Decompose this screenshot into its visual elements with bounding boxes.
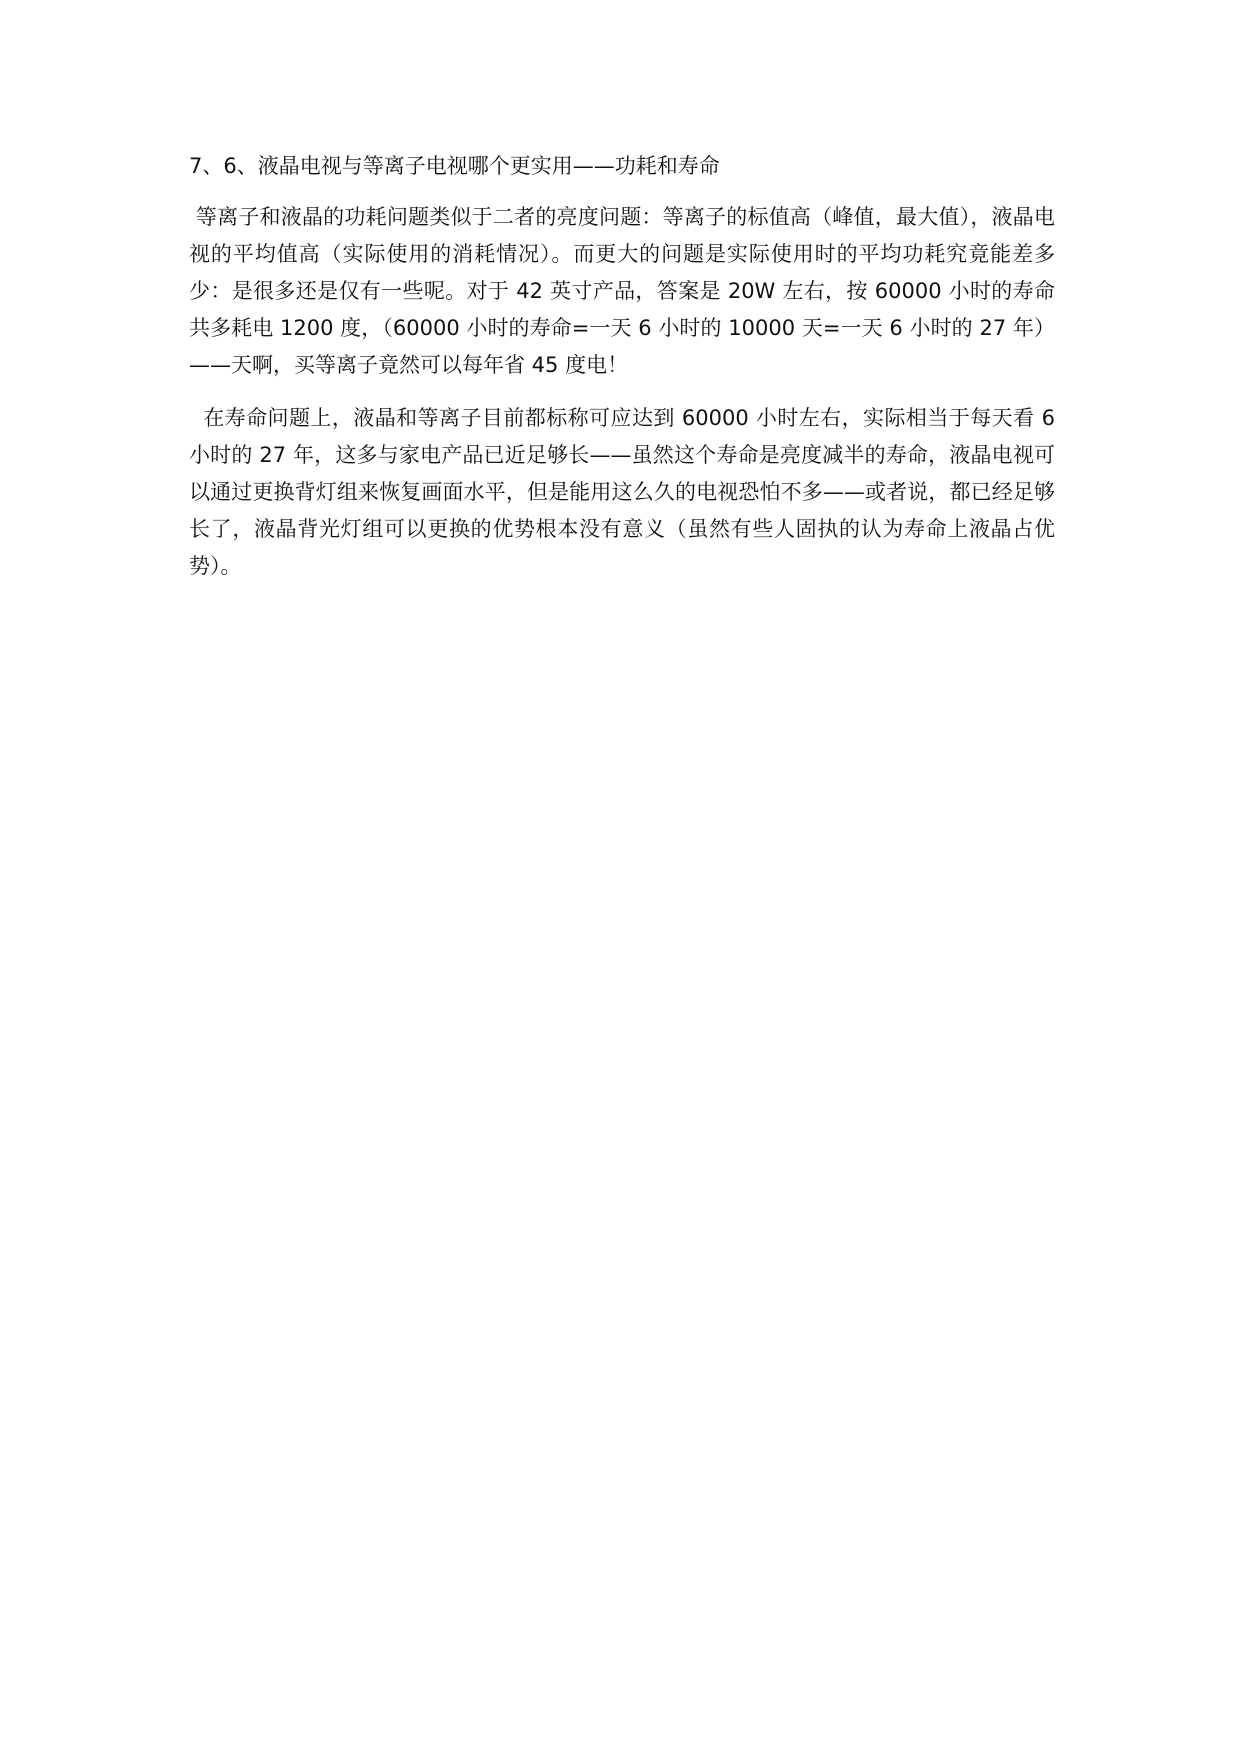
- document-content: [189, 148, 1062, 601]
- paragraph-power-consumption: 等离子和液晶的功耗问题类似于二者的亮度问题：等离子的标值高（峰值，最大值），液晶电视的平均值高（实际使用的消耗情况）。而更大的问题是实际使用时的平均功耗究竟能差多少：是很多还是仅有一些呢。对于 42 英寸产品，答案是 20W 左右，按 60000 小时的寿命共多耗电 1200 度，（60000 小时的寿命=一天 6 小时的 10000 天=一天 6 小时的 27 年）——天啊，买等离子竟然可以每年省 45 度电！: [189, 205, 1055, 377]
- section-heading: 7、6、液晶电视与等离子电视哪个更实用——功耗和寿命: [189, 154, 720, 178]
- paragraph-lifespan: 在寿命问题上，液晶和等离子目前都标称可应达到 60000 小时左右，实际相当于每天看 6 小时的 27 年，这多与家电产品已近足够长——虽然这个寿命是亮度减半的寿命，液晶电视可以通过更换背灯组来恢复画面水平，但是能用这么久的电视恐怕不多——或者说，都已经足够长了，液晶背光灯组可以更换的优势根本没有意义（虽然有些人固执的认为寿命上液晶占优势）。: [189, 406, 1062, 578]
